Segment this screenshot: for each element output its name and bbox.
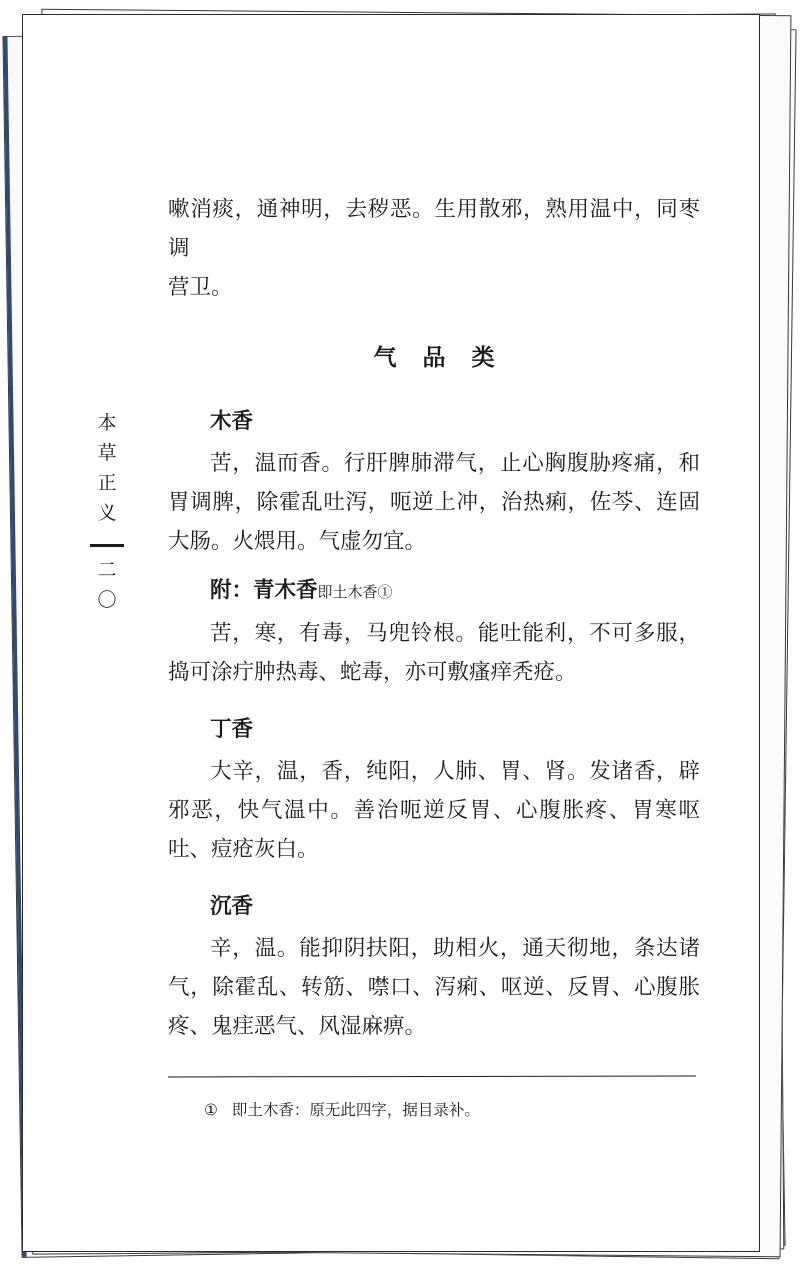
entry-heading (168, 406, 700, 438)
entry-text: 大辛，温，香，纯阳，人肺、胃、肾。发诸香，辟邪恶，快气温中。善治呃逆反胃、心腹胀疼、胃寒呕吐、痘疮灰白。 (168, 759, 700, 862)
spacer (168, 692, 700, 714)
footnote-text: 即土木香：原无此四字，据目录补。 (231, 1101, 480, 1119)
intro-paragraph (168, 190, 700, 307)
page-body (168, 190, 700, 1046)
herb-note: 即土木香① (317, 583, 393, 601)
entry-text: 苦，温而香。行肝脾肺滞气，止心胸腹胁疼痛，和胃调脾，除霍乱吐泻，呃逆上冲，治热痢，佐芩、连固大肠。火煨用。气虚勿宜。 (168, 451, 700, 554)
intro-line: 嗽消痰，通神明，去秽恶。生用散邪，熟用温中，同枣调 (168, 197, 700, 261)
entry-text: 苦，寒，有毒，马兜铃根。能吐能利，不可多服，捣可涂疔肿热毒、蛇毒，亦可敷瘙痒秃疮。 (168, 621, 700, 685)
section-title: 气品类 (373, 344, 521, 371)
page-number-char: 二 (97, 559, 117, 581)
footnote (204, 1098, 480, 1122)
running-head (96, 414, 118, 621)
herb-name: 木香 (210, 409, 254, 434)
intro-line: 营卫。 (168, 275, 233, 300)
herb-name: 青木香 (253, 578, 318, 603)
entry-heading (168, 575, 700, 608)
book-title-char: 草 (97, 442, 117, 464)
entry-text: 辛，温。能抑阴扶阳，助相火，通天彻地，条达诸气，除霍乱、转筋、噤口、泻痢、呕逆、反胃、心腹胀疼、鬼疰恶气、风湿麻痹。 (168, 936, 700, 1039)
book-title-char: 本 (97, 412, 117, 434)
herb-name: 沉香 (210, 894, 254, 919)
entry-heading (168, 891, 700, 923)
book-title-char: 义 (97, 502, 117, 524)
footnote-marker: ① (204, 1101, 218, 1119)
running-head-rule (90, 544, 124, 547)
spacer (168, 561, 700, 575)
entry-heading (168, 714, 700, 746)
page-number-char: 〇 (97, 589, 117, 611)
book-title-char: 正 (97, 472, 117, 494)
herb-name: 丁香 (210, 717, 254, 742)
appendix-prefix: 附： (210, 578, 254, 603)
spacer (168, 869, 700, 891)
